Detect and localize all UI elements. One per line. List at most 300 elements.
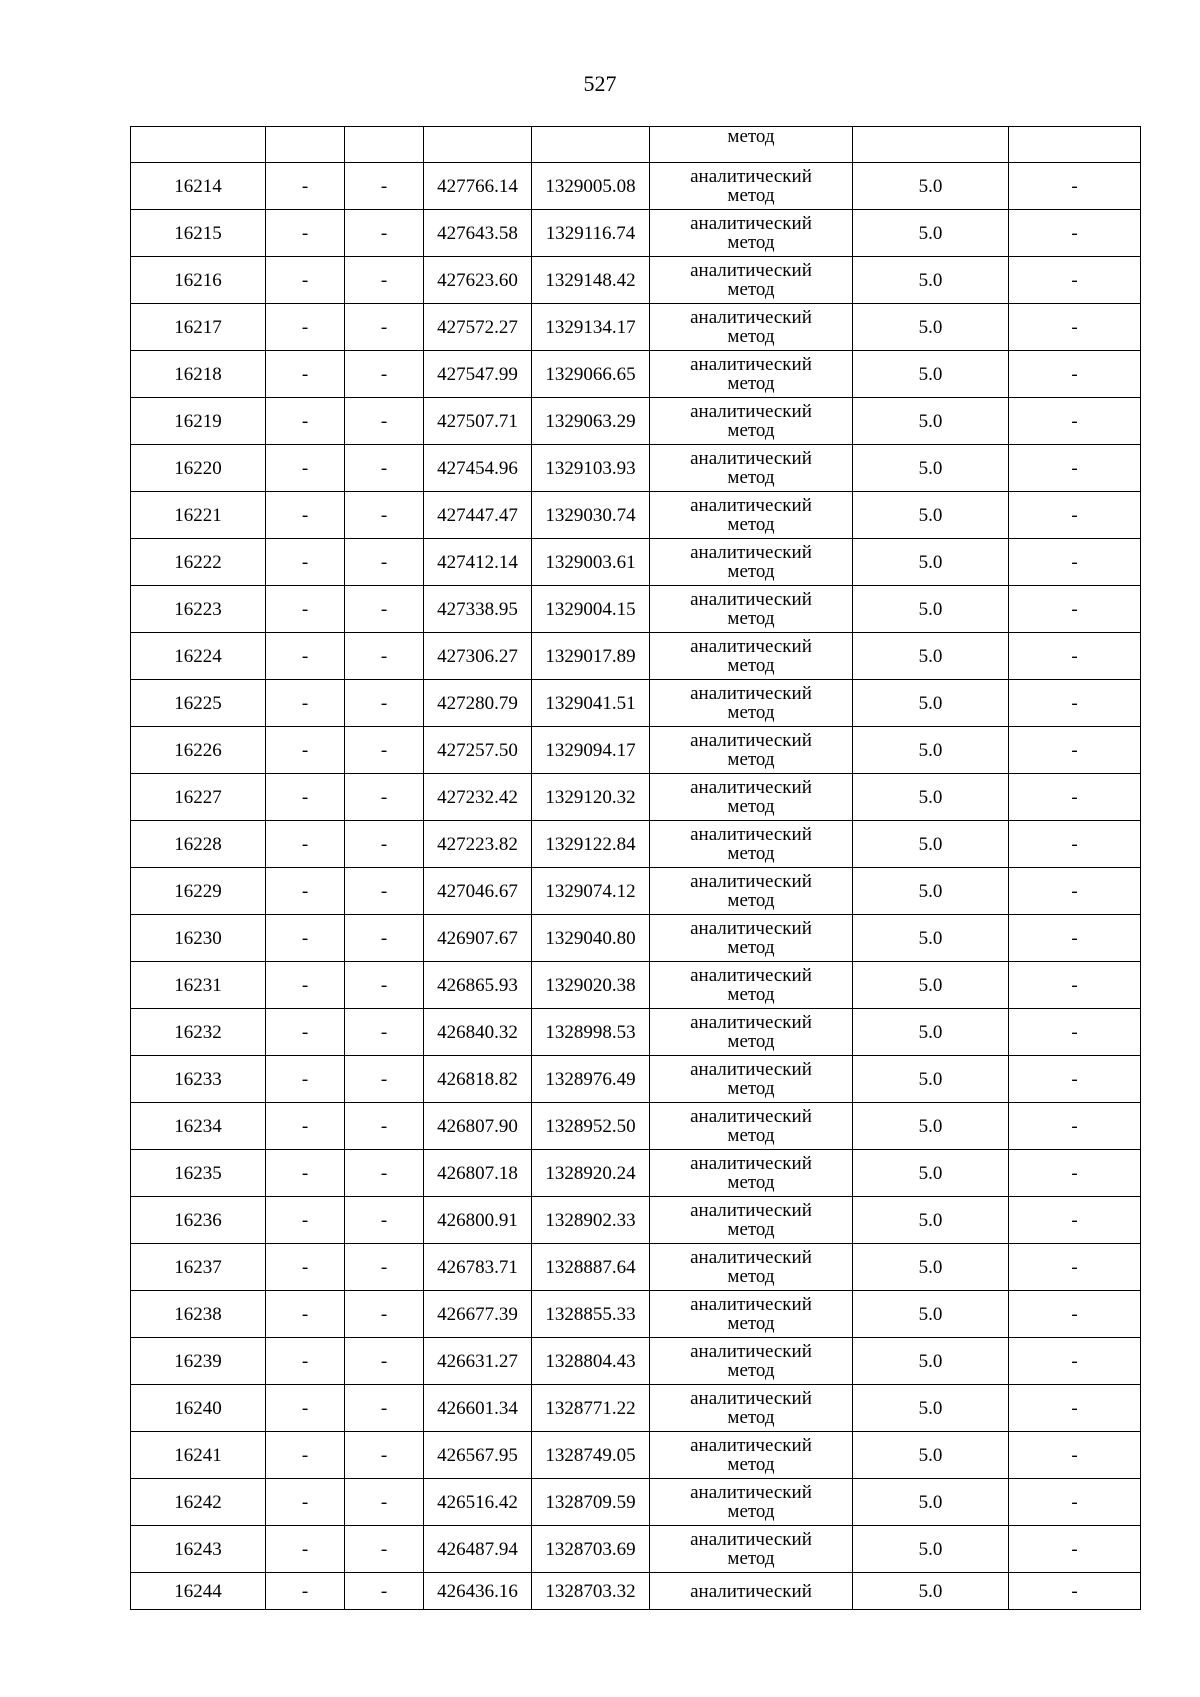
dash-cell: - (266, 868, 345, 915)
x-coordinate-cell: 427507.71 (424, 398, 532, 445)
x-coordinate-cell: 426631.27 (424, 1338, 532, 1385)
point-number-cell: 16238 (131, 1291, 266, 1338)
dash-cell: - (1009, 1103, 1141, 1150)
table-row (131, 1056, 1141, 1103)
dash-cell: - (345, 821, 424, 868)
dash-cell: - (266, 821, 345, 868)
empty-cell (424, 127, 532, 163)
method-line-1: аналитический (690, 448, 812, 469)
dash-cell: - (1009, 304, 1141, 351)
accuracy-cell: 5.0 (853, 351, 1009, 398)
dash-cell: - (345, 1244, 424, 1291)
dash-cell: - (1009, 821, 1141, 868)
method-cell (650, 727, 853, 774)
x-coordinate-cell: 426865.93 (424, 962, 532, 1009)
x-coordinate-cell: 426807.90 (424, 1103, 532, 1150)
dash-cell: - (266, 1150, 345, 1197)
y-coordinate-cell: 1328703.69 (532, 1526, 650, 1573)
dash-cell: - (345, 1103, 424, 1150)
method-cell (650, 163, 853, 210)
y-coordinate-cell: 1328855.33 (532, 1291, 650, 1338)
dash-cell: - (266, 210, 345, 257)
dash-cell: - (345, 1291, 424, 1338)
accuracy-cell: 5.0 (853, 1479, 1009, 1526)
x-coordinate-cell: 426783.71 (424, 1244, 532, 1291)
dash-cell: - (266, 257, 345, 304)
dash-cell: - (1009, 1479, 1141, 1526)
dash-cell: - (345, 304, 424, 351)
dash-cell: - (345, 445, 424, 492)
method-line-2: метод (727, 1454, 775, 1475)
table-row (131, 1385, 1141, 1432)
empty-cell (266, 127, 345, 163)
empty-cell (853, 127, 1009, 163)
table-row (131, 1573, 1141, 1610)
y-coordinate-cell: 1328887.64 (532, 1244, 650, 1291)
dash-cell: - (1009, 1432, 1141, 1479)
dash-cell: - (345, 1526, 424, 1573)
dash-cell: - (266, 962, 345, 1009)
method-line-2: метод (727, 608, 775, 629)
dash-cell: - (266, 1291, 345, 1338)
y-coordinate-cell: 1329020.38 (532, 962, 650, 1009)
method-line-1: аналитический (690, 401, 812, 422)
dash-cell: - (345, 1573, 424, 1610)
method-cell (650, 633, 853, 680)
accuracy-cell: 5.0 (853, 774, 1009, 821)
dash-cell: - (266, 1244, 345, 1291)
x-coordinate-cell: 427232.42 (424, 774, 532, 821)
table-row (131, 351, 1141, 398)
method-line-2: метод (727, 1548, 775, 1569)
empty-cell (131, 127, 266, 163)
method-line-2: метод (727, 843, 775, 864)
method-cell (650, 257, 853, 304)
y-coordinate-cell: 1329122.84 (532, 821, 650, 868)
method-cell (650, 351, 853, 398)
method-cell (650, 1526, 853, 1573)
method-cell: аналитический (650, 1573, 853, 1610)
method-line-1: аналитический (690, 1341, 812, 1362)
dash-cell: - (345, 1338, 424, 1385)
method-cell (650, 680, 853, 727)
method-line-2: метод (727, 1219, 775, 1240)
y-coordinate-cell: 1329030.74 (532, 492, 650, 539)
method-cell (650, 1150, 853, 1197)
y-coordinate-cell: 1328976.49 (532, 1056, 650, 1103)
continuation-row (131, 127, 1141, 163)
dash-cell: - (345, 539, 424, 586)
method-cell (650, 915, 853, 962)
method-line-1: аналитический (690, 213, 812, 234)
accuracy-cell: 5.0 (853, 821, 1009, 868)
y-coordinate-cell: 1329005.08 (532, 163, 650, 210)
dash-cell: - (266, 1526, 345, 1573)
y-coordinate-cell: 1329063.29 (532, 398, 650, 445)
method-cell (650, 1338, 853, 1385)
y-coordinate-cell: 1329148.42 (532, 257, 650, 304)
table-row (131, 1103, 1141, 1150)
y-coordinate-cell: 1328709.59 (532, 1479, 650, 1526)
method-cell (650, 821, 853, 868)
method-cell (650, 1385, 853, 1432)
method-line-1: аналитический (690, 307, 812, 328)
dash-cell: - (1009, 1526, 1141, 1573)
dash-cell: - (266, 633, 345, 680)
accuracy-cell: 5.0 (853, 1573, 1009, 1610)
method-line-2: метод (727, 467, 775, 488)
y-coordinate-cell: 1328902.33 (532, 1197, 650, 1244)
dash-cell: - (266, 304, 345, 351)
dash-cell: - (345, 351, 424, 398)
point-number-cell: 16226 (131, 727, 266, 774)
method-line-1: аналитический (690, 918, 812, 939)
method-cell (650, 210, 853, 257)
accuracy-cell: 5.0 (853, 398, 1009, 445)
x-coordinate-cell: 426436.16 (424, 1573, 532, 1610)
dash-cell: - (1009, 586, 1141, 633)
y-coordinate-cell: 1329017.89 (532, 633, 650, 680)
dash-cell: - (266, 445, 345, 492)
dash-cell: - (1009, 915, 1141, 962)
y-coordinate-cell: 1328952.50 (532, 1103, 650, 1150)
method-line-1: аналитический (690, 777, 812, 798)
method-line-2: метод (727, 1125, 775, 1146)
table-row (131, 821, 1141, 868)
table-row (131, 586, 1141, 633)
x-coordinate-cell: 427572.27 (424, 304, 532, 351)
point-number-cell: 16224 (131, 633, 266, 680)
accuracy-cell: 5.0 (853, 1526, 1009, 1573)
dash-cell: - (345, 774, 424, 821)
table-row (131, 1479, 1141, 1526)
dash-cell: - (266, 1197, 345, 1244)
method-line-1: аналитический (690, 1247, 812, 1268)
point-number-cell: 16218 (131, 351, 266, 398)
point-number-cell: 16230 (131, 915, 266, 962)
x-coordinate-cell: 426516.42 (424, 1479, 532, 1526)
y-coordinate-cell: 1328804.43 (532, 1338, 650, 1385)
dash-cell: - (345, 1056, 424, 1103)
method-line-2: метод (727, 185, 775, 206)
method-line-1: аналитический (690, 1435, 812, 1456)
table-row (131, 868, 1141, 915)
y-coordinate-cell: 1329094.17 (532, 727, 650, 774)
dash-cell: - (345, 727, 424, 774)
y-coordinate-cell: 1329134.17 (532, 304, 650, 351)
x-coordinate-cell: 427643.58 (424, 210, 532, 257)
dash-cell: - (345, 633, 424, 680)
dash-cell: - (266, 1479, 345, 1526)
method-line-1: аналитический (690, 1388, 812, 1409)
y-coordinate-cell: 1329066.65 (532, 351, 650, 398)
table-row (131, 398, 1141, 445)
dash-cell: - (345, 257, 424, 304)
method-cell (650, 1291, 853, 1338)
x-coordinate-cell: 426567.95 (424, 1432, 532, 1479)
dash-cell: - (266, 727, 345, 774)
point-number-cell: 16228 (131, 821, 266, 868)
point-number-cell: 16241 (131, 1432, 266, 1479)
table-row (131, 1432, 1141, 1479)
accuracy-cell: 5.0 (853, 1291, 1009, 1338)
table-row (131, 539, 1141, 586)
dash-cell: - (266, 1432, 345, 1479)
table-row (131, 210, 1141, 257)
point-number-cell: 16227 (131, 774, 266, 821)
dash-cell: - (1009, 163, 1141, 210)
dash-cell: - (266, 680, 345, 727)
y-coordinate-cell: 1329004.15 (532, 586, 650, 633)
accuracy-cell: 5.0 (853, 1197, 1009, 1244)
table-row (131, 774, 1141, 821)
method-line-2: метод (727, 326, 775, 347)
x-coordinate-cell: 427766.14 (424, 163, 532, 210)
method-line-1: аналитический (690, 542, 812, 563)
x-coordinate-cell: 427412.14 (424, 539, 532, 586)
accuracy-cell: 5.0 (853, 1103, 1009, 1150)
point-number-cell: 16214 (131, 163, 266, 210)
empty-cell (1009, 127, 1141, 163)
method-line-2: метод (727, 1078, 775, 1099)
dash-cell: - (266, 1056, 345, 1103)
method-line-1: аналитический (690, 683, 812, 704)
dash-cell: - (1009, 680, 1141, 727)
accuracy-cell: 5.0 (853, 539, 1009, 586)
dash-cell: - (345, 586, 424, 633)
x-coordinate-cell: 427547.99 (424, 351, 532, 398)
method-cell (650, 539, 853, 586)
point-number-cell: 16216 (131, 257, 266, 304)
method-cell (650, 1197, 853, 1244)
method-cell (650, 492, 853, 539)
dash-cell: - (345, 398, 424, 445)
point-number-cell: 16243 (131, 1526, 266, 1573)
dash-cell: - (1009, 633, 1141, 680)
y-coordinate-cell: 1328920.24 (532, 1150, 650, 1197)
method-line-1: аналитический (690, 495, 812, 516)
x-coordinate-cell: 427306.27 (424, 633, 532, 680)
dash-cell: - (1009, 351, 1141, 398)
x-coordinate-cell: 426677.39 (424, 1291, 532, 1338)
x-coordinate-cell: 426818.82 (424, 1056, 532, 1103)
coordinates-table (130, 126, 1141, 1610)
accuracy-cell: 5.0 (853, 492, 1009, 539)
table-row (131, 1197, 1141, 1244)
accuracy-cell: 5.0 (853, 1432, 1009, 1479)
x-coordinate-cell: 426907.67 (424, 915, 532, 962)
method-line-1: аналитический (690, 824, 812, 845)
method-line-2: метод (727, 232, 775, 253)
method-line-2: метод (727, 749, 775, 770)
dash-cell: - (1009, 727, 1141, 774)
y-coordinate-cell: 1328703.32 (532, 1573, 650, 1610)
x-coordinate-cell: 427223.82 (424, 821, 532, 868)
method-line-2: метод (727, 1360, 775, 1381)
point-number-cell: 16217 (131, 304, 266, 351)
table-row (131, 1338, 1141, 1385)
method-line-2: метод (727, 702, 775, 723)
table-row (131, 1150, 1141, 1197)
dash-cell: - (1009, 1009, 1141, 1056)
method-line-1: аналитический (690, 1106, 812, 1127)
method-line-2: метод (727, 890, 775, 911)
table-row (131, 257, 1141, 304)
y-coordinate-cell: 1329103.93 (532, 445, 650, 492)
dash-cell: - (1009, 210, 1141, 257)
method-cell (650, 1009, 853, 1056)
table-row (131, 727, 1141, 774)
x-coordinate-cell: 427454.96 (424, 445, 532, 492)
y-coordinate-cell: 1328749.05 (532, 1432, 650, 1479)
dash-cell: - (266, 539, 345, 586)
method-line-2: метод (727, 796, 775, 817)
point-number-cell: 16232 (131, 1009, 266, 1056)
accuracy-cell: 5.0 (853, 633, 1009, 680)
dash-cell: - (266, 1103, 345, 1150)
point-number-cell: 16221 (131, 492, 266, 539)
accuracy-cell: 5.0 (853, 1244, 1009, 1291)
accuracy-cell: 5.0 (853, 257, 1009, 304)
empty-cell (345, 127, 424, 163)
method-cell (650, 1479, 853, 1526)
method-line-2: метод (727, 1501, 775, 1522)
empty-cell (532, 127, 650, 163)
dash-cell: - (1009, 398, 1141, 445)
dash-cell: - (1009, 1244, 1141, 1291)
x-coordinate-cell: 427280.79 (424, 680, 532, 727)
dash-cell: - (345, 1009, 424, 1056)
dash-cell: - (266, 398, 345, 445)
dash-cell: - (1009, 445, 1141, 492)
y-coordinate-cell: 1329041.51 (532, 680, 650, 727)
table-row (131, 1526, 1141, 1573)
table-row (131, 492, 1141, 539)
dash-cell: - (1009, 774, 1141, 821)
dash-cell: - (1009, 1150, 1141, 1197)
method-line-2: метод (727, 279, 775, 300)
dash-cell: - (266, 915, 345, 962)
dash-cell: - (1009, 1338, 1141, 1385)
accuracy-cell: 5.0 (853, 1056, 1009, 1103)
point-number-cell: 16220 (131, 445, 266, 492)
method-line-1: аналитический (690, 1529, 812, 1550)
x-coordinate-cell: 427046.67 (424, 868, 532, 915)
y-coordinate-cell: 1329074.12 (532, 868, 650, 915)
method-cell (650, 962, 853, 1009)
dash-cell: - (345, 1385, 424, 1432)
y-coordinate-cell: 1329120.32 (532, 774, 650, 821)
dash-cell: - (266, 586, 345, 633)
point-number-cell: 16222 (131, 539, 266, 586)
x-coordinate-cell: 426807.18 (424, 1150, 532, 1197)
accuracy-cell: 5.0 (853, 1150, 1009, 1197)
table-row (131, 1009, 1141, 1056)
accuracy-cell: 5.0 (853, 962, 1009, 1009)
accuracy-cell: 5.0 (853, 163, 1009, 210)
method-cell (650, 1244, 853, 1291)
method-cell (650, 1103, 853, 1150)
x-coordinate-cell: 427338.95 (424, 586, 532, 633)
table-row (131, 962, 1141, 1009)
dash-cell: - (345, 915, 424, 962)
point-number-cell: 16239 (131, 1338, 266, 1385)
point-number-cell: 16242 (131, 1479, 266, 1526)
method-line-2: метод (727, 937, 775, 958)
dash-cell: - (1009, 868, 1141, 915)
point-number-cell: 16223 (131, 586, 266, 633)
method-line-2: метод (727, 1031, 775, 1052)
table-row (131, 915, 1141, 962)
point-number-cell: 16219 (131, 398, 266, 445)
dash-cell: - (1009, 1385, 1141, 1432)
method-cell (650, 586, 853, 633)
method-line-1: аналитический (690, 636, 812, 657)
dash-cell: - (345, 1197, 424, 1244)
method-line-1: аналитический (690, 166, 812, 187)
method-line-2: метод (727, 561, 775, 582)
dash-cell: - (345, 1150, 424, 1197)
method-line-1: аналитический (690, 1200, 812, 1221)
method-line-2: метод (727, 655, 775, 676)
x-coordinate-cell: 426601.34 (424, 1385, 532, 1432)
accuracy-cell: 5.0 (853, 1338, 1009, 1385)
dash-cell: - (345, 1479, 424, 1526)
table-row (131, 680, 1141, 727)
accuracy-cell: 5.0 (853, 680, 1009, 727)
method-cell (650, 1432, 853, 1479)
method-cell (650, 445, 853, 492)
method-line-1: аналитический (690, 1012, 812, 1033)
accuracy-cell: 5.0 (853, 1009, 1009, 1056)
method-line-1: аналитический (690, 965, 812, 986)
method-line-2: метод (727, 1313, 775, 1334)
dash-cell: - (1009, 1291, 1141, 1338)
dash-cell: - (1009, 1197, 1141, 1244)
x-coordinate-cell: 426487.94 (424, 1526, 532, 1573)
x-coordinate-cell: 426800.91 (424, 1197, 532, 1244)
dash-cell: - (1009, 257, 1141, 304)
point-number-cell: 16225 (131, 680, 266, 727)
method-line-1: аналитический (690, 1294, 812, 1315)
x-coordinate-cell: 427447.47 (424, 492, 532, 539)
method-cell (650, 1056, 853, 1103)
method-line-2: метод (727, 1172, 775, 1193)
dash-cell: - (1009, 492, 1141, 539)
accuracy-cell: 5.0 (853, 445, 1009, 492)
point-number-cell: 16237 (131, 1244, 266, 1291)
method-line-2: метод (727, 514, 775, 535)
table-row (131, 304, 1141, 351)
method-line-1: аналитический (690, 1059, 812, 1080)
method-line-1: аналитический (690, 1482, 812, 1503)
y-coordinate-cell: 1328998.53 (532, 1009, 650, 1056)
table-row (131, 445, 1141, 492)
accuracy-cell: 5.0 (853, 727, 1009, 774)
table-row (131, 633, 1141, 680)
point-number-cell: 16235 (131, 1150, 266, 1197)
accuracy-cell: 5.0 (853, 304, 1009, 351)
method-cell (650, 127, 853, 163)
dash-cell: - (266, 1009, 345, 1056)
accuracy-cell: 5.0 (853, 915, 1009, 962)
method-cell (650, 868, 853, 915)
point-number-cell: 16244 (131, 1573, 266, 1610)
table-row (131, 1291, 1141, 1338)
table-row (131, 1244, 1141, 1291)
accuracy-cell: 5.0 (853, 868, 1009, 915)
y-coordinate-cell: 1329040.80 (532, 915, 650, 962)
